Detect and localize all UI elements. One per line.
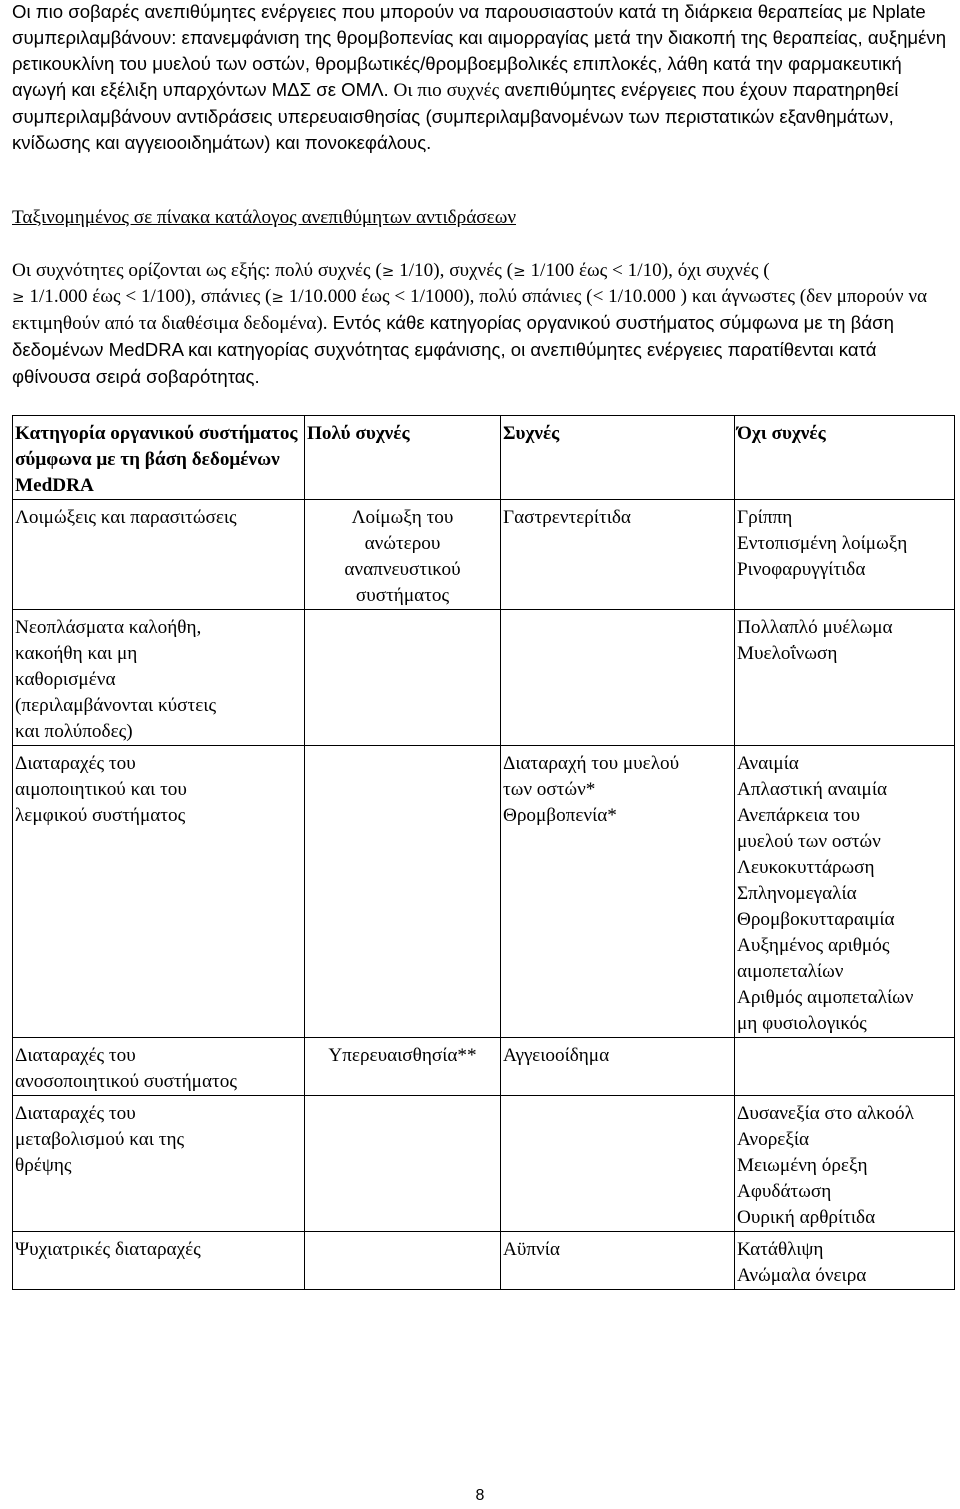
table-row <box>13 1038 955 1096</box>
cell-line: αιμοπεταλίων <box>737 961 844 982</box>
header-category: Κατηγορία οργανικού συστήματος σύμφωνα με τη βάση δεδομένων MedDRA <box>13 416 305 500</box>
cell-uncommon <box>735 1038 955 1096</box>
cell-line: Γρίππη <box>737 507 793 528</box>
cell-line: λεμφικού συστήματος <box>15 805 186 826</box>
cell-very-common <box>305 500 501 610</box>
cell-line: Σπληνομεγαλία <box>737 883 857 904</box>
adverse-reactions-table <box>12 415 955 1290</box>
cell-line: ανώτερου <box>364 533 441 554</box>
cell-common <box>501 1232 735 1290</box>
cell-line: Ψυχιατρικές διαταραχές <box>15 1239 201 1260</box>
table-row <box>13 1232 955 1290</box>
cell-line: μη φυσιολογικός <box>737 1013 867 1034</box>
cell-common <box>501 1038 735 1096</box>
cell-common <box>501 1096 735 1232</box>
cell-line: Κατάθλιψη <box>737 1239 824 1260</box>
cell-uncommon <box>735 610 955 746</box>
cell-line: Γαστρεντερίτιδα <box>503 507 631 528</box>
cell-common <box>501 746 735 1038</box>
freq-text-e: 1/10.000 έως < 1/1000), πολύ σπάνιες (< 1/10.000 ) και άγνωστες (δεν μπορούν να εκτιμηθούν από τα διαθέσιμα δεδομένα). <box>12 286 928 334</box>
cell-line: των οστών* <box>503 779 596 800</box>
table-row <box>13 610 955 746</box>
freq-text-f: Εντός κάθε κατηγορίας οργανικού συστήματος σύμφωνα με τη βάση δεδομένων MedDRA και κατηγορίας συχνότητας εμφάνισης, οι ανεπιθύμητες ενέργειες παρατίθενται κατά φθίνουσα σειρά σοβαρότητας. <box>12 312 894 387</box>
cell-line: Διαταραχές του <box>15 753 136 774</box>
gte-symbol: ≥ <box>271 288 284 306</box>
cell-line: θρέψης <box>15 1155 72 1176</box>
cell-line: (περιλαμβάνονται κύστεις <box>15 695 217 716</box>
cell-very-common <box>305 610 501 746</box>
cell-category <box>13 1096 305 1232</box>
freq-text-a: Οι συχνότητες ορίζονται ως εξής: πολύ συχνές ( <box>12 260 382 281</box>
cell-line: Αϋπνία <box>503 1239 560 1260</box>
cell-line: Αριθμός αιμοπεταλίων <box>737 987 914 1008</box>
cell-uncommon <box>735 746 955 1038</box>
cell-line: Λοίμωξη του <box>351 507 454 528</box>
freq-text-d: 1/1.000 έως < 1/100), σπάνιες ( <box>24 286 272 307</box>
cell-line: κακοήθη και μη <box>15 643 138 664</box>
cell-line: Διαταραχή του μυελού <box>503 753 680 774</box>
cell-line: και πολύποδες) <box>15 721 133 742</box>
cell-line: Πολλαπλό μυέλωμα <box>737 617 893 638</box>
cell-line: Διαταραχές του <box>15 1103 136 1124</box>
cell-very-common <box>305 1232 501 1290</box>
cell-line: καθορισμένα <box>15 669 116 690</box>
intro-text-1: Οι πιο σοβαρές ανεπιθύμητες ενέργειες που μπορούν να παρουσιαστούν κατά τη διάρκεια θεραπείας με Nplate συμπεριλαμβάνουν: επανεμφάνιση της θρομβοπενίας και αιμορραγίας μετά την διακοπή της θεραπείας, αυξημένη ρετικουκλίνη του μυελού των οστών, θρομβωτικές/θρομβοεμβολικές επιπλοκές, λάθη κατά την φαρμακευτική αγωγή και εξέλιξη υπαρχόντων ΜΔΣ σε ΟΜΛ. <box>12 1 947 100</box>
cell-line: αιμοποιητικού και του <box>15 779 187 800</box>
cell-category <box>13 746 305 1038</box>
cell-line: Δυσανεξία στο αλκοόλ <box>737 1103 914 1124</box>
header-common: Συχνές <box>501 416 735 500</box>
gte-symbol: ≥ <box>513 262 526 280</box>
intro-paragraph <box>12 0 954 156</box>
cell-line: Αφυδάτωση <box>737 1181 832 1202</box>
cell-line: αναπνευστικού <box>344 559 461 580</box>
cell-category <box>13 500 305 610</box>
header-very-common: Πολύ συχνές <box>305 416 501 500</box>
cell-line: Νεοπλάσματα καλοήθη, <box>15 617 202 638</box>
cell-line: συστήματος <box>355 585 450 606</box>
freq-text-b: 1/10), συχνές ( <box>394 260 514 281</box>
cell-uncommon <box>735 1232 955 1290</box>
cell-common <box>501 610 735 746</box>
cell-line: ανοσοποιητικού συστήματος <box>15 1071 237 1092</box>
cell-line: Απλαστική αναιμία <box>737 779 888 800</box>
cell-line: Μυελοΐνωση <box>737 643 838 664</box>
cell-line: μεταβολισμού και της <box>15 1129 185 1150</box>
header-uncommon: Όχι συχνές <box>735 416 955 500</box>
cell-very-common <box>305 1038 501 1096</box>
cell-line: μυελού των οστών <box>737 831 881 852</box>
gte-symbol: ≥ <box>12 288 25 306</box>
table-header-row <box>13 416 955 500</box>
intro-text-3: ανεπιθύμητες ενέργειες που έχουν παρατηρηθεί συμπεριλαμβάνουν αντιδράσεις υπερευαισθησίας (συμπεριλαμβανομένων των περιστατικών εξανθημάτων, κνίδωσης και αγγειοοιδημάτων) και πονοκεφάλους. <box>12 79 899 153</box>
table-row <box>13 746 955 1038</box>
cell-line: Ρινοφαρυγγίτιδα <box>737 559 866 580</box>
page-number: 8 <box>475 1487 485 1504</box>
cell-line: Θρομβοκυτταραιμία <box>737 909 895 930</box>
table-row <box>13 1096 955 1232</box>
cell-category <box>13 1038 305 1096</box>
cell-line: Αυξημένος αριθμός <box>737 935 890 956</box>
freq-text-c: 1/100 έως < 1/10), όχι συχνές ( <box>525 260 770 281</box>
cell-line: Εντοπισμένη λοίμωξη <box>737 533 908 554</box>
cell-line: Λευκοκυττάρωση <box>737 857 875 878</box>
section-heading: Ταξινομημένος σε πίνακα κατάλογος ανεπιθύμητων αντιδράσεων <box>12 207 517 228</box>
cell-very-common <box>305 746 501 1038</box>
cell-line: Ουρική αρθρίτιδα <box>737 1207 876 1228</box>
cell-common <box>501 500 735 610</box>
cell-category <box>13 610 305 746</box>
cell-line: Μειωμένη όρεξη <box>737 1155 868 1176</box>
cell-line: Αγγειοοίδημα <box>503 1045 610 1066</box>
cell-line: Αναιμία <box>737 753 799 774</box>
cell-line: Ανεπάρκεια του <box>737 805 861 826</box>
table-row <box>13 500 955 610</box>
frequency-paragraph <box>12 258 952 391</box>
cell-line: Ανορεξία <box>737 1129 810 1150</box>
cell-category <box>13 1232 305 1290</box>
gte-symbol: ≥ <box>381 262 395 280</box>
cell-line: Διαταραχές του <box>15 1045 136 1066</box>
cell-uncommon <box>735 500 955 610</box>
cell-line: Λοιμώξεις και παρασιτώσεις <box>15 507 237 528</box>
cell-line: Ανώμαλα όνειρα <box>737 1265 867 1286</box>
cell-very-common <box>305 1096 501 1232</box>
cell-line: Θρομβοπενία* <box>503 805 617 826</box>
cell-line: Υπερευαισθησία** <box>328 1045 477 1066</box>
intro-text-2: Οι πιο συχνές <box>388 80 500 101</box>
cell-uncommon <box>735 1096 955 1232</box>
